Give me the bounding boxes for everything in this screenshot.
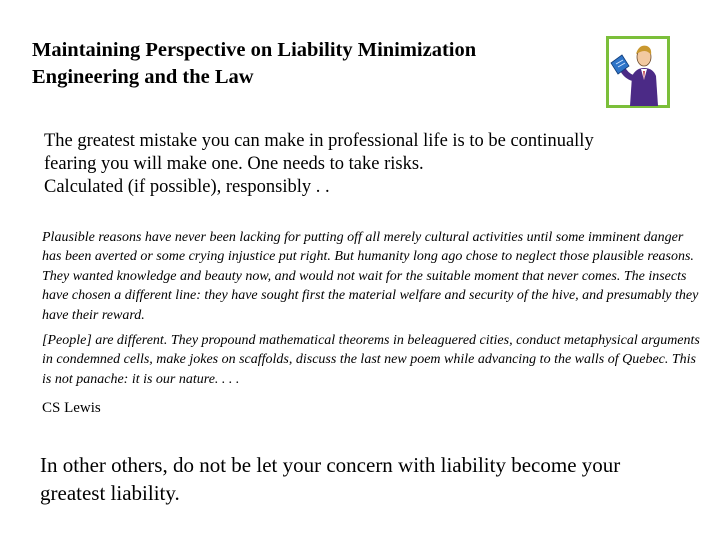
lewis-quote — [42, 228, 702, 389]
intro-line-3: Calculated (if possible), responsibly . . — [44, 177, 330, 197]
conclusion-text: In other others, do not be let your concern with liability become your greatest liability. — [40, 453, 621, 505]
title-line-1: Maintaining Perspective on Liability Minimization — [32, 39, 477, 61]
presenter-holding-paper-icon — [606, 36, 670, 108]
slide-title — [32, 37, 592, 91]
title-line-2: Engineering and the Law — [32, 66, 254, 88]
quote-paragraph-2: [People] are different. They propound mathematical theorems in beleaguered cities, conduct metaphysical arguments in condemned cells, make jokes on scaffolds, discuss the last new poem while advancing to the walls of Quebec. This is not panache: it is our nature. . . . — [42, 333, 700, 387]
intro-text — [44, 130, 684, 199]
quote-paragraph-1: Plausible reasons have never been lacking for putting off all merely cultural activities until some imminent danger has been averted or some crying injustice put right. But humanity long ago chose to neglect those plausible reasons. They wanted knowledge and beauty now, and would not wait for the suitable moment that never comes. The insects have chosen a different line: they have sought first the material welfare and security of the hive, and presumably they have their reward. — [42, 230, 699, 323]
intro-line-1: The greatest mistake you can make in professional life is to be continually — [44, 131, 594, 151]
intro-line-2: fearing you will make one. One needs to take risks. — [44, 154, 424, 174]
quote-attribution: CS Lewis — [42, 400, 101, 416]
